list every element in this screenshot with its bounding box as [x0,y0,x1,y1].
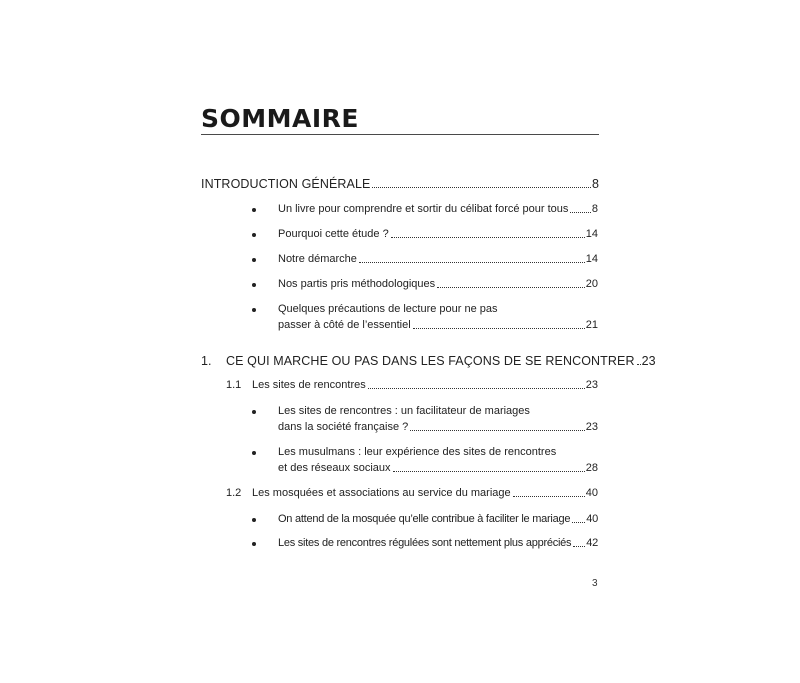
toc-entry-label: et des réseaux sociaux [278,462,391,474]
toc-entry-label: passer à côté de l’essentiel [278,319,411,331]
toc-page-number: 40 [585,487,598,499]
toc-page-number: 20 [585,278,598,290]
bullet-icon [252,208,256,212]
bullet-icon [252,410,256,414]
dot-leader [573,546,585,547]
title-rule [201,134,599,135]
toc-entry-intro-2[interactable] [278,226,598,242]
dot-leader [391,237,585,238]
toc-page-number: 23 [585,421,598,433]
bullet-icon [252,283,256,287]
toc-page-number: 42 [586,537,598,549]
bullet-icon [252,233,256,237]
toc-entry-label-line1: Quelques précautions de lecture pour ne pas [278,303,498,315]
dot-leader [368,388,585,389]
dot-leader [372,187,590,188]
toc-page-number: 14 [585,253,598,265]
toc-entry-intro-4[interactable] [278,276,598,292]
dot-leader [437,287,585,288]
toc-entry-section-1-2-1[interactable] [278,511,598,527]
chapter-number: 1. [201,354,212,368]
bullet-icon [252,308,256,312]
toc-page-number: 23 [641,354,656,368]
toc-entry-section-1-2-2[interactable] [278,535,598,551]
toc-entry-intro[interactable] [201,176,599,192]
toc-page-number: 14 [585,228,598,240]
bullet-icon [252,542,256,546]
toc-entry-label-line1: Les musulmans : leur expérience des sites de rencontres [278,446,557,458]
bullet-icon [252,518,256,522]
toc-page-number: 8 [591,177,599,191]
dot-leader [410,430,585,431]
toc-entry-label: Nos partis pris méthodologiques [278,278,436,290]
toc-entry-label: Pourquoi cette étude ? [278,228,389,240]
toc-entry-label: Les sites de rencontres [252,379,366,391]
toc-entry-label: Un livre pour comprendre et sortir du célibat forcé pour tous [278,203,569,215]
toc-entry-intro-5[interactable] [278,301,598,333]
dot-leader [572,522,585,523]
toc-page-number: 8 [591,203,598,215]
page-number: 3 [592,578,598,589]
toc-entry-label: CE QUI MARCHE OU PAS DANS LES FAÇONS DE SE RENCONTRER [226,354,635,368]
toc-entry-section-1-1[interactable] [252,377,598,393]
dot-leader [513,496,585,497]
toc-entry-section-1-2[interactable] [252,485,598,501]
toc-page-number: 23 [585,379,598,391]
dot-leader [359,262,585,263]
toc-entry-label: Les mosquées et associations au service du mariage [252,487,511,499]
bullet-icon [252,451,256,455]
section-number: 1.2 [226,487,242,499]
toc-entry-label: INTRODUCTION GÉNÉRALE [201,177,371,191]
toc-page-number: 40 [586,513,598,525]
dot-leader [570,212,590,213]
toc-entry-section-1-1-2[interactable] [278,444,598,476]
dot-leader [413,328,585,329]
toc-page-number: 21 [585,319,598,331]
bullet-icon [252,258,256,262]
toc-page-number: 28 [585,462,598,474]
toc-entry-intro-1[interactable] [278,201,598,217]
toc-entry-label: Les sites de rencontres régulées sont nettement plus appréciés [278,537,572,549]
page-title: SOMMAIRE [201,104,359,133]
toc-entry-label-line1: Les sites de rencontres : un facilitateur de mariages [278,405,530,417]
dot-leader [637,364,641,365]
section-number: 1.1 [226,379,242,391]
toc-entry-intro-3[interactable] [278,251,598,267]
toc-entry-section-1-1-1[interactable] [278,403,598,435]
toc-entry-label: dans la société française ? [278,421,409,433]
toc-entry-label: On attend de la mosquée qu’elle contribue à faciliter le mariage [278,513,571,525]
toc-entry-label: Notre démarche [278,253,357,265]
dot-leader [393,471,585,472]
toc-entry-chapter-1[interactable] [226,353,656,369]
